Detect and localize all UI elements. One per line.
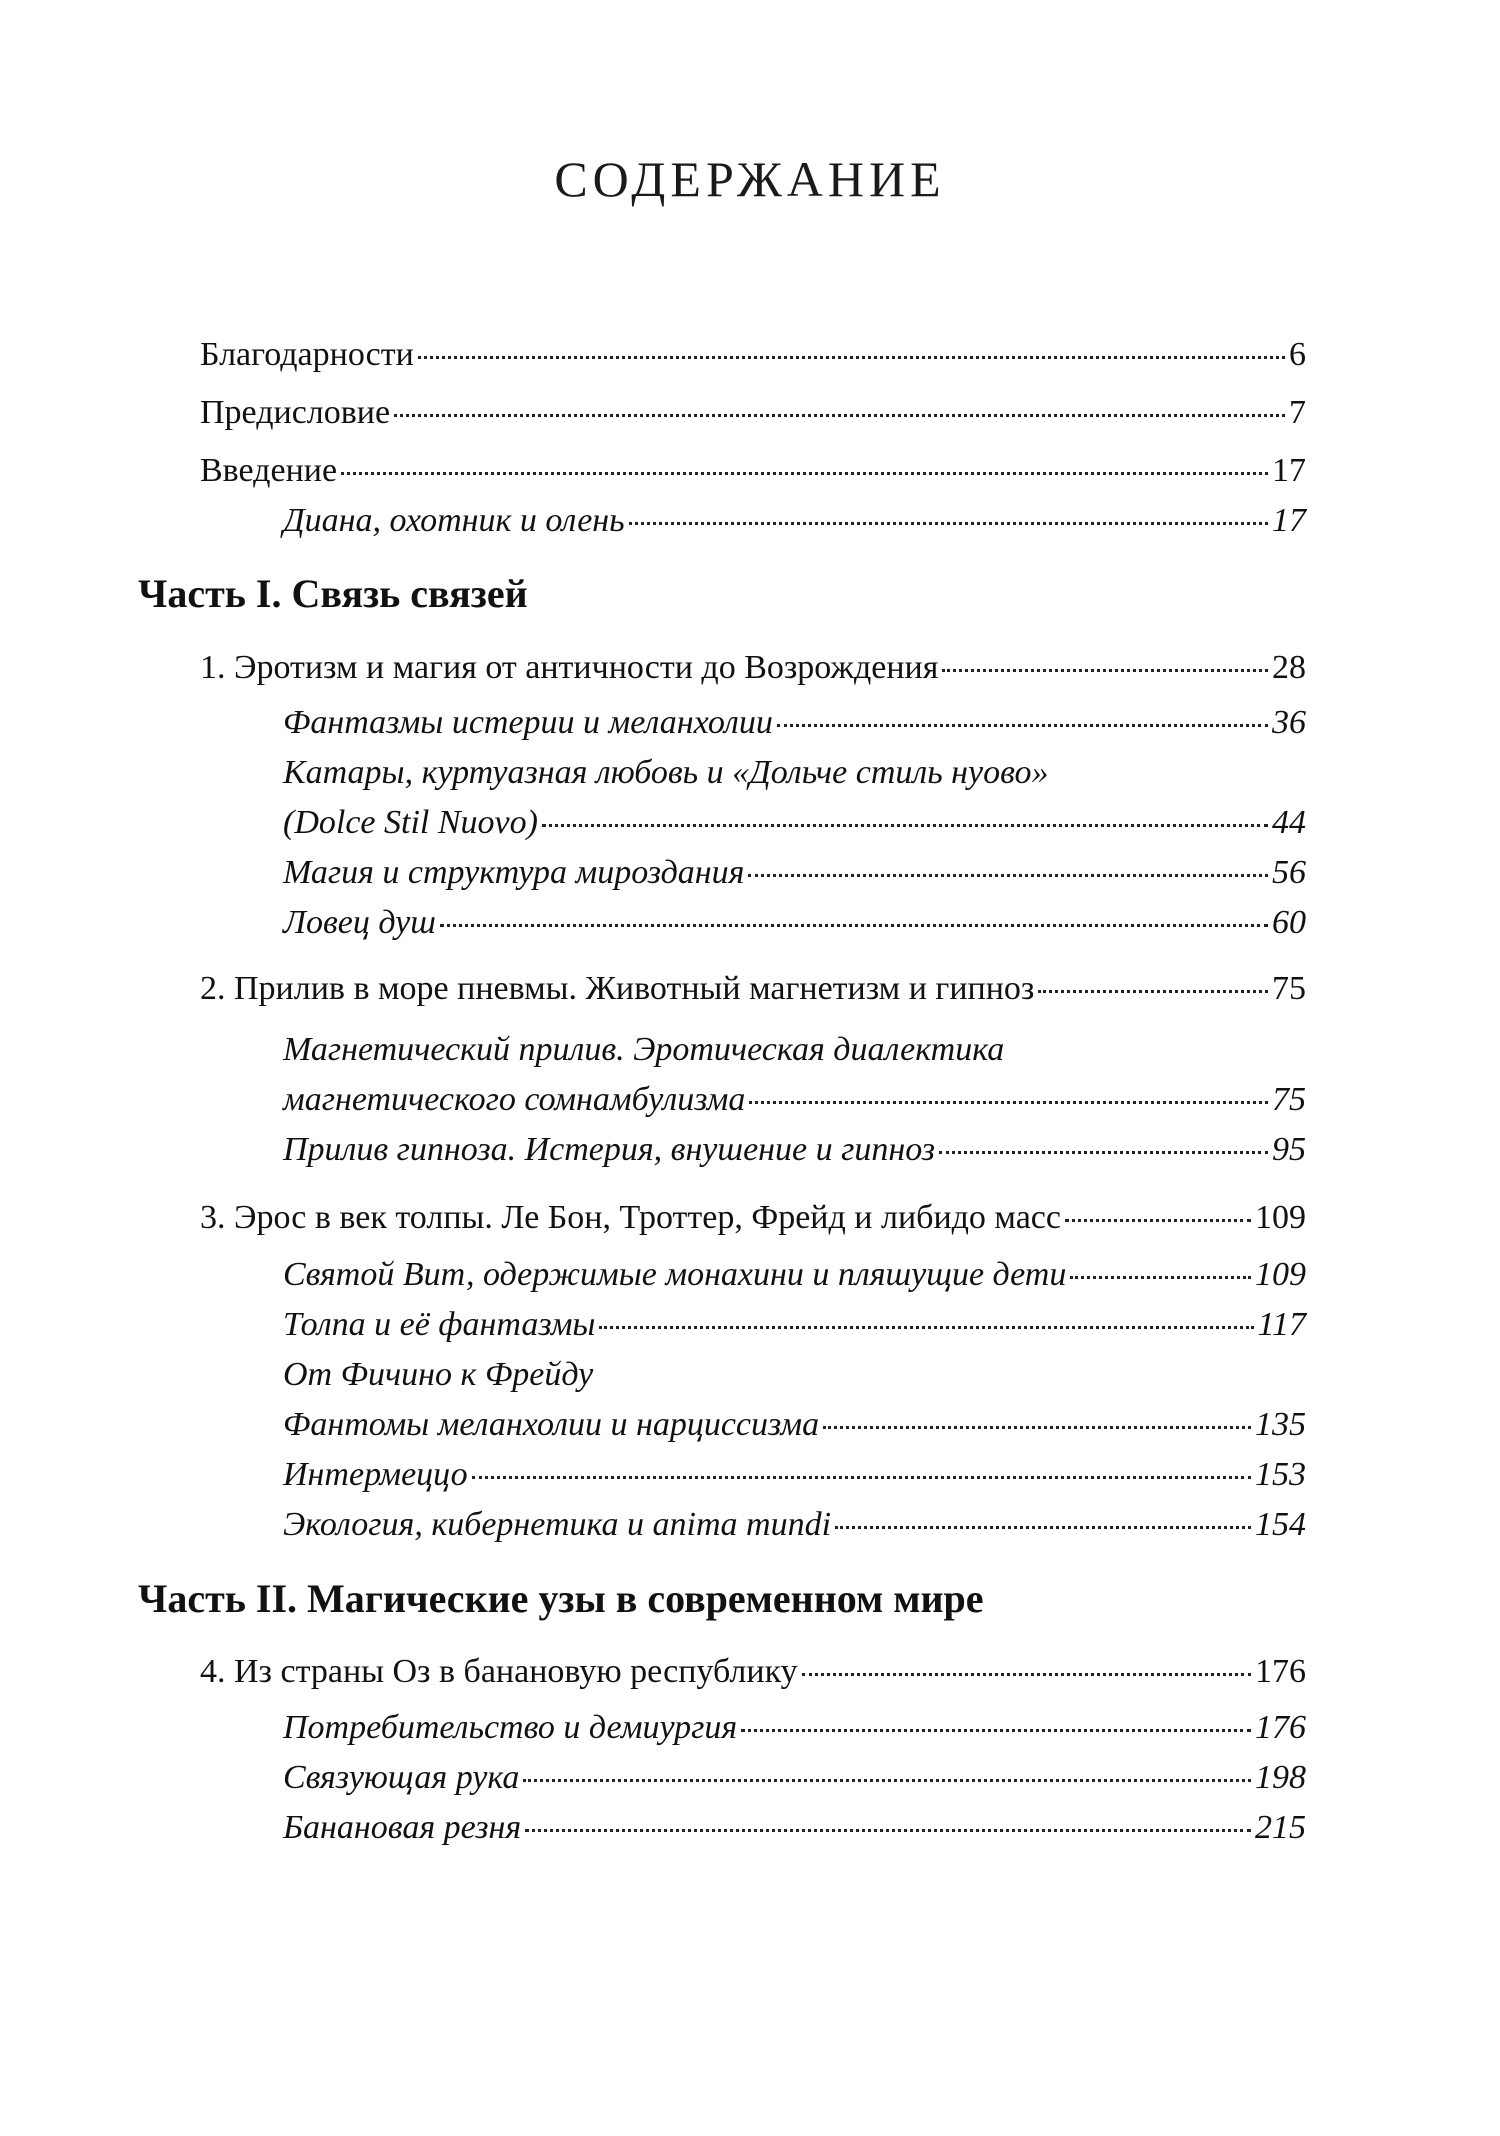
leader-dots [525, 1829, 1251, 1832]
toc-page-number: 75 [1272, 1081, 1306, 1118]
toc-page-number: 135 [1255, 1406, 1306, 1443]
toc-entry-title: Магия и структура мироздания [283, 854, 745, 891]
toc-page-number: 198 [1255, 1759, 1306, 1796]
toc-page-number: 176 [1255, 1709, 1306, 1746]
leader-dots [418, 356, 1285, 359]
toc-subentry [283, 1255, 1306, 1295]
toc-page-number: 154 [1255, 1506, 1306, 1543]
toc-chapter [200, 969, 1306, 1009]
leader-dots [542, 824, 1268, 827]
leader-dots [741, 1729, 1251, 1732]
toc-subentry-line: От Фичино к Фрейду [283, 1356, 594, 1393]
leader-dots [835, 1526, 1251, 1529]
toc-entry-title: Предисловие [200, 394, 391, 431]
toc-page-number: 117 [1257, 1306, 1306, 1343]
toc-entry [200, 451, 1306, 491]
toc-page-number: 109 [1255, 1256, 1306, 1293]
toc-page-number: 44 [1272, 804, 1306, 841]
toc-entry-title: Святой Вит, одержимые монахини и пляшущие дети [283, 1256, 1067, 1293]
toc-subentry [283, 803, 1306, 843]
toc-entry [200, 335, 1306, 375]
toc-subentry [283, 501, 1306, 541]
leader-dots [802, 1673, 1251, 1676]
toc-page-number: 75 [1272, 970, 1306, 1007]
toc-entry-title: Ловец душ [283, 904, 436, 941]
page-title: СОДЕРЖАНИЕ [554, 151, 946, 207]
toc-page-number: 60 [1272, 904, 1306, 941]
toc-entry-title: Связующая рука [283, 1759, 520, 1796]
toc-page-number: 17 [1272, 502, 1306, 539]
toc-entry-title: Диана, охотник и олень [283, 502, 625, 539]
toc-entry-title: Фантазмы истерии и меланхолии [283, 704, 773, 741]
leader-dots [777, 724, 1268, 727]
toc-entry-title: 1. Эротизм и магия от античности до Возрождения [200, 649, 939, 686]
toc-page-number: 109 [1255, 1199, 1306, 1236]
toc-entry-title: Благодарности [200, 336, 414, 373]
toc-entry-title: Фантомы меланхолии и нарциссизма [283, 1406, 820, 1443]
toc-entry [200, 393, 1306, 433]
toc-chapter [200, 1652, 1306, 1692]
leader-dots [1065, 1219, 1251, 1222]
leader-dots [599, 1326, 1253, 1329]
leader-dots [942, 669, 1268, 672]
leader-dots [472, 1476, 1251, 1479]
toc-subentry [283, 1405, 1306, 1445]
toc-entry-title: Экология, кибернетика и anima mundi [283, 1506, 832, 1543]
leader-dots [523, 1779, 1251, 1782]
toc-page-number: 28 [1272, 649, 1306, 686]
leader-dots [748, 874, 1268, 877]
toc-page-number: 215 [1255, 1809, 1306, 1846]
leader-dots [749, 1101, 1268, 1104]
toc-subentry [283, 1455, 1306, 1495]
toc-subentry-line: Магнетический прилив. Эротическая диалектика [283, 1031, 1005, 1068]
toc-page-number: 56 [1272, 854, 1306, 891]
toc-entry-title: Введение [200, 452, 338, 489]
toc-entry-title: Прилив гипноза. Истерия, внушение и гипноз [283, 1131, 936, 1168]
toc-entry-title: Интермеццо [283, 1456, 468, 1493]
leader-dots [629, 522, 1268, 525]
toc-subentry [283, 903, 1306, 943]
toc-page-number: 176 [1255, 1653, 1306, 1690]
toc-subentry [283, 1130, 1306, 1170]
part-heading: Часть I. Связь связей [138, 571, 528, 616]
part-heading: Часть II. Магические узы в современном мире [138, 1576, 984, 1621]
toc-page-number: 6 [1289, 336, 1306, 373]
leader-dots [823, 1426, 1251, 1429]
toc-subentry-line: Катары, куртуазная любовь и «Дольче стиль нуово» [283, 754, 1049, 791]
toc-page-number: 153 [1255, 1456, 1306, 1493]
toc-entry-title: 2. Прилив в море пневмы. Животный магнетизм и гипноз [200, 970, 1035, 1007]
toc-subentry [283, 1758, 1306, 1798]
toc-chapter [200, 648, 1306, 688]
leader-dots [1038, 990, 1268, 993]
toc-entry-title: (Dolce Stil Nuovo) [283, 804, 538, 841]
toc-entry-title: магнетического сомнамбулизма [283, 1081, 746, 1118]
toc-entry-title: Потребительство и демиургия [283, 1709, 738, 1746]
toc-page-number: 95 [1272, 1131, 1306, 1168]
toc-page-number: 36 [1272, 704, 1306, 741]
leader-dots [394, 414, 1285, 417]
leader-dots [1070, 1276, 1251, 1279]
toc-entry-title: 3. Эрос в век толпы. Ле Бон, Троттер, Фрейд и либидо масс [200, 1199, 1061, 1236]
toc-subentry [283, 853, 1306, 893]
leader-dots [939, 1151, 1268, 1154]
toc-entry-title: Толпа и её фантазмы [283, 1306, 596, 1343]
toc-subentry [283, 703, 1306, 743]
leader-dots [341, 472, 1268, 475]
toc-entry-title: 4. Из страны Оз в банановую республику [200, 1653, 798, 1690]
toc-subentry [283, 1305, 1306, 1345]
toc-subentry [283, 1708, 1306, 1748]
toc-page-number: 7 [1289, 394, 1306, 431]
toc-subentry [283, 1808, 1306, 1848]
leader-dots [440, 924, 1268, 927]
toc-subentry [283, 1505, 1306, 1545]
toc-page-number: 17 [1272, 452, 1306, 489]
toc-subentry [283, 1080, 1306, 1120]
toc-chapter [200, 1198, 1306, 1238]
toc-entry-title: Банановая резня [283, 1809, 522, 1846]
